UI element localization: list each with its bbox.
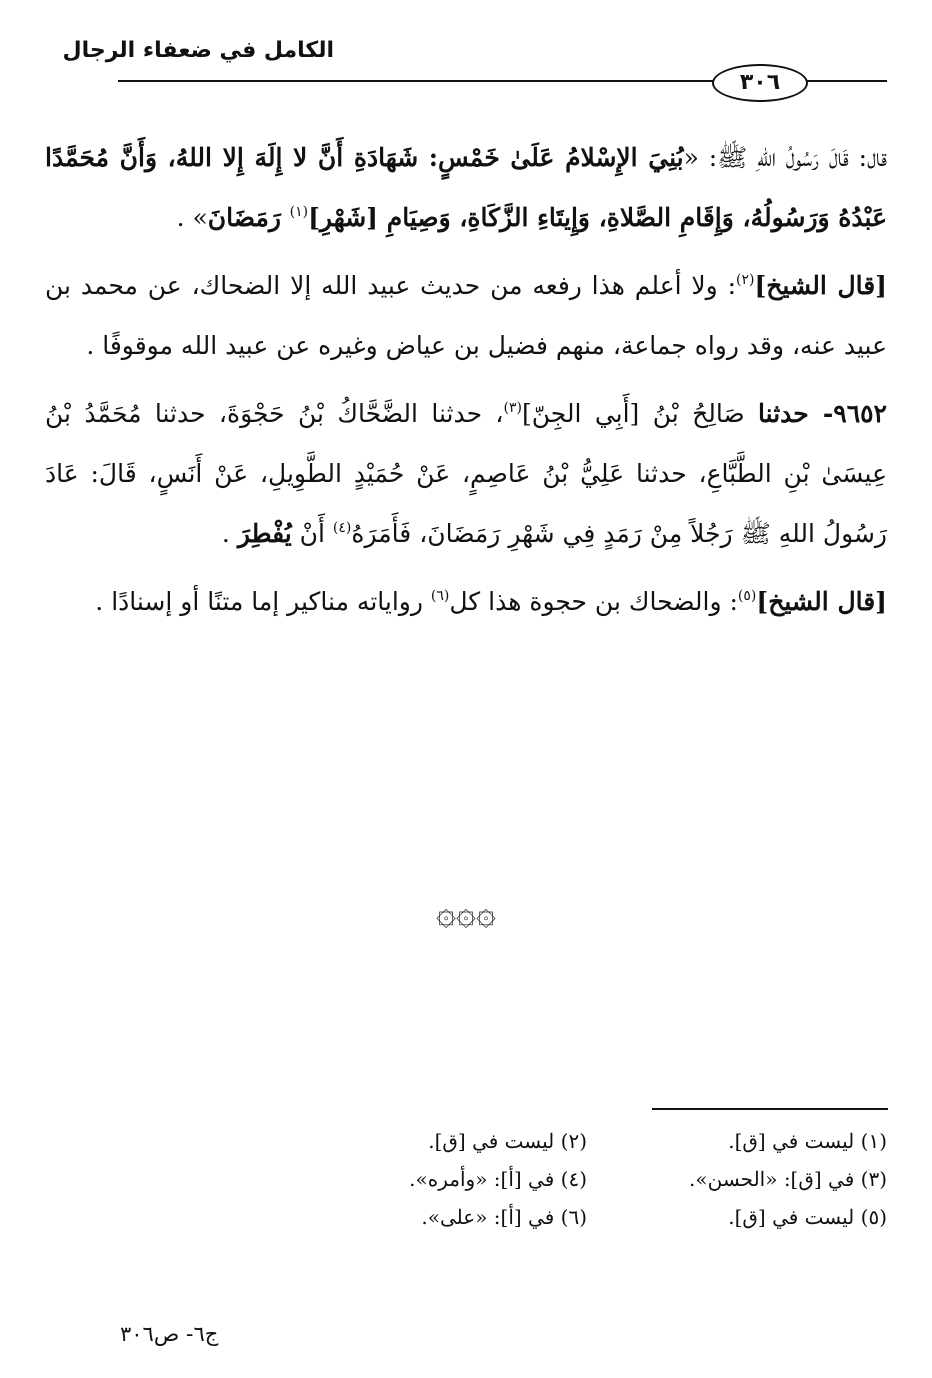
- main-text: [45, 128, 887, 640]
- paragraph-1: قال: قَالَ رَسُولُ اللهِ ﷺ: «بُنِيَ الإِسْلامُ عَلَىٰ خَمْسٍ: شَهَادَةِ أَنَّ لا إِلَهَ إِلا اللهُ، وَأَنَّ مُحَمَّدًا عَبْدُهُ وَرَسُولُهُ، وَإِقَامِ الصَّلاةِ، وَإِيتَاءِ الزَّكَاةِ، وَصِيَامِ [شَهْرِ]$^{(١)}$ رَمَضَانَ» .: [45, 143, 887, 232]
- footnote-ref-3: (٣): [503, 400, 522, 416]
- book-title: الكامل في ضعفاء الرجال: [62, 38, 334, 63]
- footnote-ref-6: (٦): [430, 588, 450, 604]
- page-footer: ج٦- ص٣٠٦: [120, 1322, 219, 1346]
- footnote-2: (٢) ليست في [ق].: [428, 1129, 587, 1153]
- footnote-ref-5: (٥): [737, 588, 757, 604]
- footnote-ref-2: (٢): [736, 272, 755, 288]
- footnote-1: (١) ليست في [ق].: [728, 1129, 887, 1153]
- footnote-4: (٤) في [أ]: «وأمره».: [409, 1167, 587, 1191]
- paragraph-3: ٩٦٥٢- حدثنا صَالِحُ بْنُ [أَبِي الجِنّ]$^{(٣)}$، حدثنا الضَّحَّاكُ بْنُ حَجْوَةَ، حدثنا مُحَمَّدُ بْنُ عِيسَىٰ بْنِ الطَّبَّاعِ، حدثنا عَلِيُّ بْنُ عَاصِمٍ، عَنْ حُمَيْدٍ الطَّوِيلِ، عَنْ أَنَسٍ، قَالَ: عَادَ رَسُولُ اللهِ ﷺ رَجُلاً مِنْ رَمَدٍ فِي شَهْرِ رَمَضَانَ، فَأَمَرَهُ$^{(٤)}$ أَنْ يُفْطِرَ .: [45, 399, 887, 548]
- paragraph-4: [قال الشيخ]$^{(٥)}$: والضحاك بن حجوة هذا كل$^{(٦)}$ رواياته مناكير إما متنًا أو إسنادًا .: [95, 587, 887, 616]
- haddathana: حدثنا: [758, 399, 809, 428]
- hadith-number: ٩٦٥٢-: [808, 399, 887, 428]
- hadith-text: بُنِيَ الإِسْلامُ عَلَىٰ خَمْسٍ: شَهَادَةِ أَنَّ لا إِلَهَ إِلا اللهُ، وَأَنَّ مُحَمَّدًا عَبْدُهُ وَرَسُولُهُ، وَإِقَامِ الصَّلاةِ، وَإِيتَاءِ الزَّكَاةِ، وَصِيَامِ [شَهْرِ]: [45, 143, 887, 232]
- footnote-3: (٣) في [ق]: «الحسن».: [689, 1167, 887, 1191]
- footnotes: [327, 1124, 887, 1234]
- section-ornament-icon: ۞۞۞: [436, 893, 496, 933]
- paragraph-2: [قال الشيخ]$^{(٢)}$: ولا أعلم هذا رفعه من حديث عبيد الله إلا الضحاك، عن محمد بن عبيد عنه، وقد رواه جماعة، منهم فضيل بن عياض وغيره عن عبيد الله موقوفًا .: [45, 271, 888, 360]
- qala-alshaykh: [قال الشيخ]: [754, 271, 888, 300]
- qala-alshaykh: [قال الشيخ]: [756, 587, 887, 616]
- footnote-6: (٦) في [أ]: «على».: [421, 1205, 587, 1229]
- footnote-ref-1: (١): [289, 204, 309, 220]
- page-number: ٣٠٦: [712, 64, 808, 102]
- footnote-5: (٥) ليست في [ق].: [728, 1205, 887, 1229]
- footnote-ref-4: (٤): [332, 520, 352, 536]
- footnote-rule: [652, 1108, 888, 1110]
